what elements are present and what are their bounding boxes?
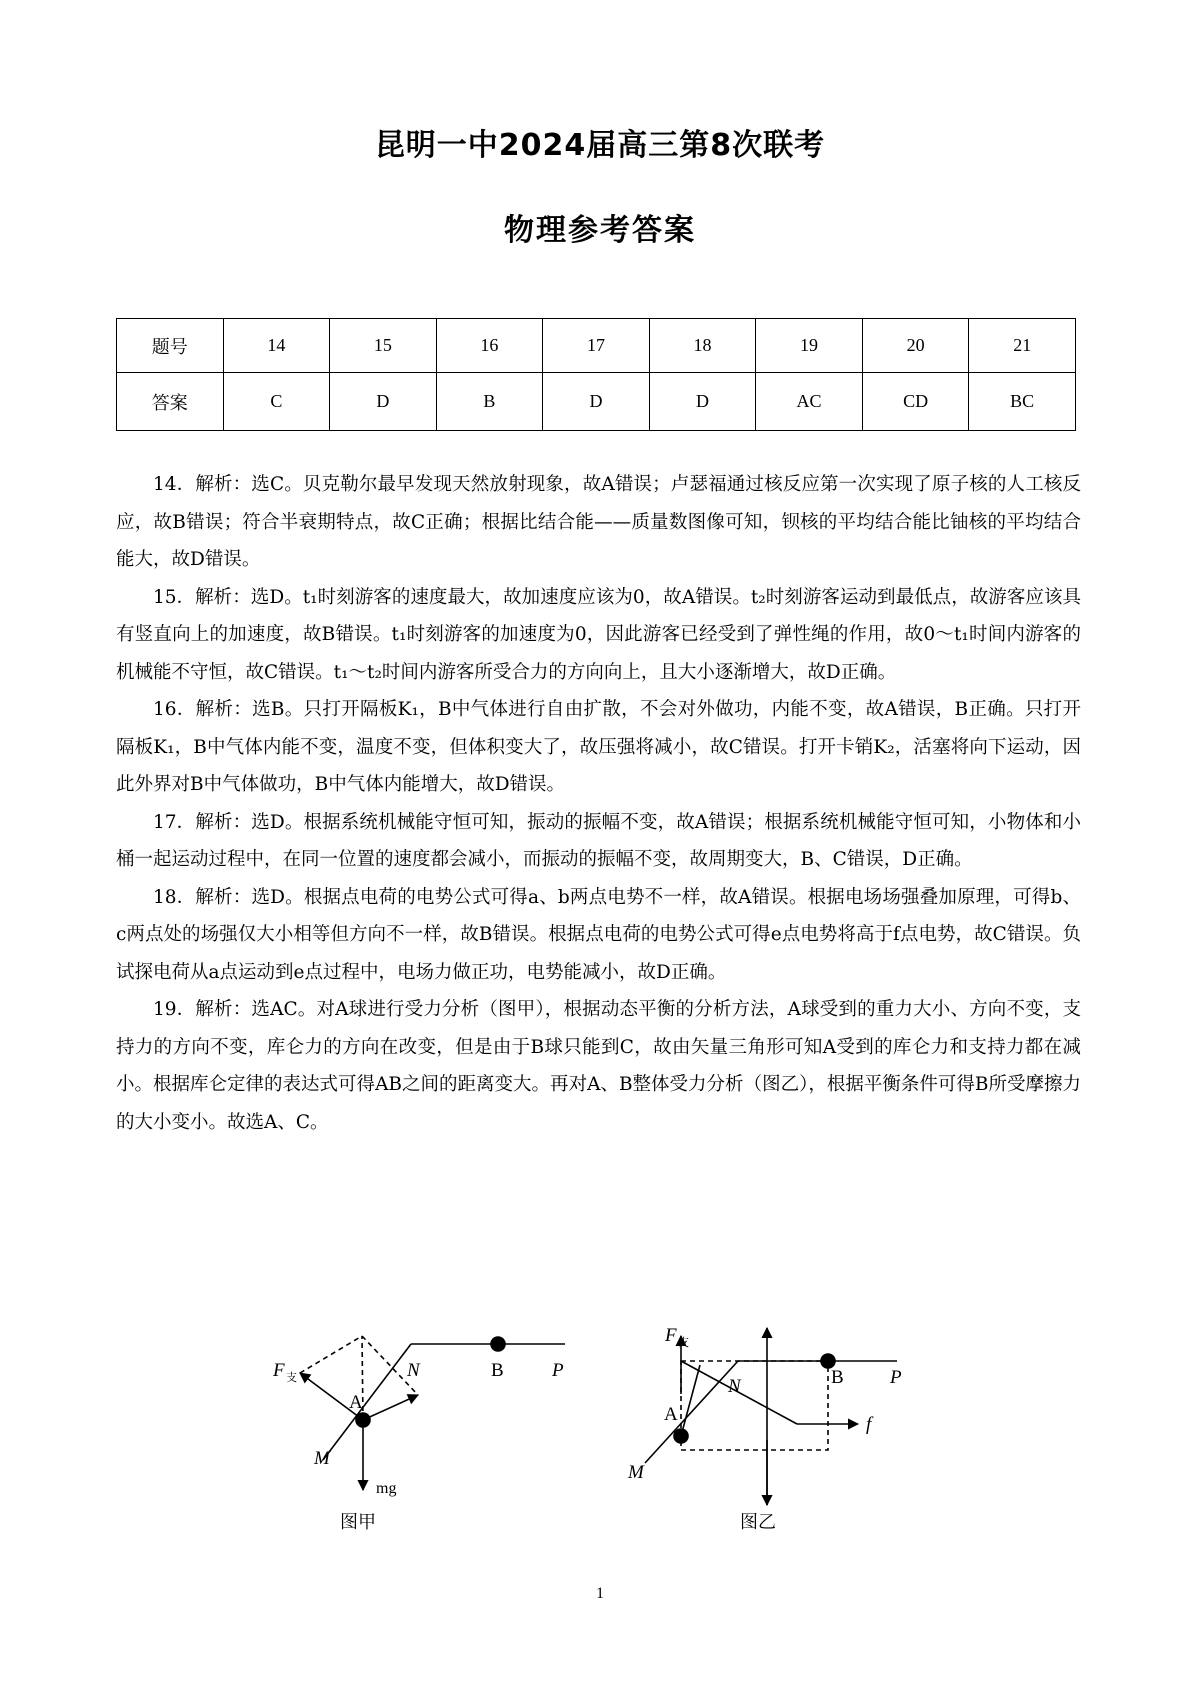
dashed-rectangle <box>681 1361 828 1450</box>
ball-a <box>674 1429 688 1443</box>
caption-jia: 图甲 <box>340 1512 376 1533</box>
question-number-cell: 15 <box>330 319 437 373</box>
label-f-subscript: 支 <box>286 1372 297 1384</box>
solution-paragraph-18: 18．解析：选D。根据点电荷的电势公式可得a、b两点电势不一样，故A错误。根据电场场强叠加原理，可得b、c两点处的场强仅大小相等但方向不一样，故B错误。根据点电荷的电势公式可得e点电势将高于f点电势，故C错误。负试探电荷从a点运动到e点过程中，电场力做正功，电势能减小，故D正确。 <box>116 886 1081 983</box>
dashed-edge <box>300 1336 362 1373</box>
incline-line <box>323 1344 411 1460</box>
question-header-cell: 题号 <box>117 319 224 373</box>
question-number-cell: 17 <box>543 319 650 373</box>
label-f-support: F <box>665 1325 677 1346</box>
solution-paragraph-15: 15．解析：选D。t₁时刻游客的速度最大，故加速度应该为0，故A错误。t₂时刻游客运动到最低点，故游客应该具有竖直向上的加速度，故B错误。t₁时刻游客的加速度为0，因此游客已经受到了弹性绳的作用，故0～t₁时间内游客的机械能不守恒，故C错误。t₁～t₂时间内游客所受合力的方向向上，且大小逐渐增大，故D正确。 <box>116 586 1081 683</box>
label-a: A <box>349 1392 363 1413</box>
coulomb-force-arrow <box>363 1395 418 1420</box>
label-m: M <box>628 1462 644 1483</box>
caption-yi: 图乙 <box>740 1512 776 1533</box>
answer-cell: C <box>223 373 330 431</box>
label-p: P <box>552 1360 564 1381</box>
answer-header-cell: 答案 <box>117 373 224 431</box>
label-b: B <box>831 1367 844 1388</box>
label-p: P <box>890 1367 902 1388</box>
solution-paragraph-17: 17．解析：选D。根据系统机械能守恒可知，振动的振幅不变，故A错误；根据系统机械能守恒可知，小物体和小桶一起运动过程中，在同一位置的速度都会减小，而振动的振幅不变，故周期变大，B、C错误，D正确。 <box>116 811 1081 870</box>
solution-paragraph-14: 14．解析：选C。贝克勒尔最早发现天然放射现象，故A错误；卢瑟福通过核反应第一次实现了原子核的人工核反应，故B错误；符合半衰期特点，故C正确；根据比结合能——质量数图像可知，钡核的平均结合能比铀核的平均结合能大，故D错误。 <box>116 474 1081 570</box>
solution-paragraph-16: 16．解析：选B。只打开隔板K₁，B中气体进行自由扩散，不会对外做功，内能不变，故A错误，B正确。只打开隔板K₁，B中气体内能不变，温度不变，但体积变大了，故压强将减小，故C错误。打开卡销K₂，活塞将向下运动，因此外界对B中气体做功，B中气体内能增大，故D错误。 <box>116 699 1081 795</box>
label-mg: mg <box>376 1480 397 1497</box>
label-f-friction: f <box>866 1414 872 1435</box>
ball-a <box>356 1413 370 1427</box>
label-n: N <box>728 1376 741 1397</box>
page-number: 1 <box>596 1585 604 1602</box>
label-m: M <box>314 1448 330 1469</box>
label-f-subscript: 支 <box>678 1337 689 1349</box>
question-number-cell: 19 <box>756 319 863 373</box>
force-line <box>681 1365 700 1436</box>
question-number-cell: 18 <box>649 319 756 373</box>
answer-cell: AC <box>756 373 863 431</box>
question-number-cell: 20 <box>862 319 969 373</box>
answer-cell: B <box>436 373 543 431</box>
ball-b <box>821 1354 835 1368</box>
question-number-cell: 21 <box>969 319 1076 373</box>
label-f-support: F <box>273 1360 285 1381</box>
answer-cell: D <box>543 373 650 431</box>
label-b: B <box>491 1360 504 1381</box>
answer-cell: CD <box>862 373 969 431</box>
figure-yi <box>645 1328 897 1505</box>
incline-line <box>645 1361 738 1463</box>
answer-cell: BC <box>969 373 1076 431</box>
answer-cell: D <box>330 373 437 431</box>
page-subtitle: 物理参考答案 <box>504 213 696 248</box>
question-number-cell: 14 <box>223 319 330 373</box>
solution-paragraph-19: 19．解析：选AC。对A球进行受力分析（图甲），根据动态平衡的分析方法，A球受到的重力大小、方向不变，支持力的方向不变，库仑力的方向在改变，但是由于B球只能到C，故由矢量三角形可知A受到的库仑力和支持力都在减小。根据库仑定律的表达式可得AB之间的距离变大。再对A、B整体受力分析（图乙），根据平衡条件可得B所受摩擦力的大小变小。故选A、C。 <box>116 999 1081 1133</box>
label-n: N <box>407 1360 420 1381</box>
label-a: A <box>664 1404 678 1425</box>
question-number-cell: 16 <box>436 319 543 373</box>
ball-b <box>491 1337 505 1351</box>
answer-cell: D <box>649 373 756 431</box>
page-title: 昆明一中2024届高三第8次联考 <box>374 128 826 163</box>
figure-jia <box>300 1336 565 1490</box>
